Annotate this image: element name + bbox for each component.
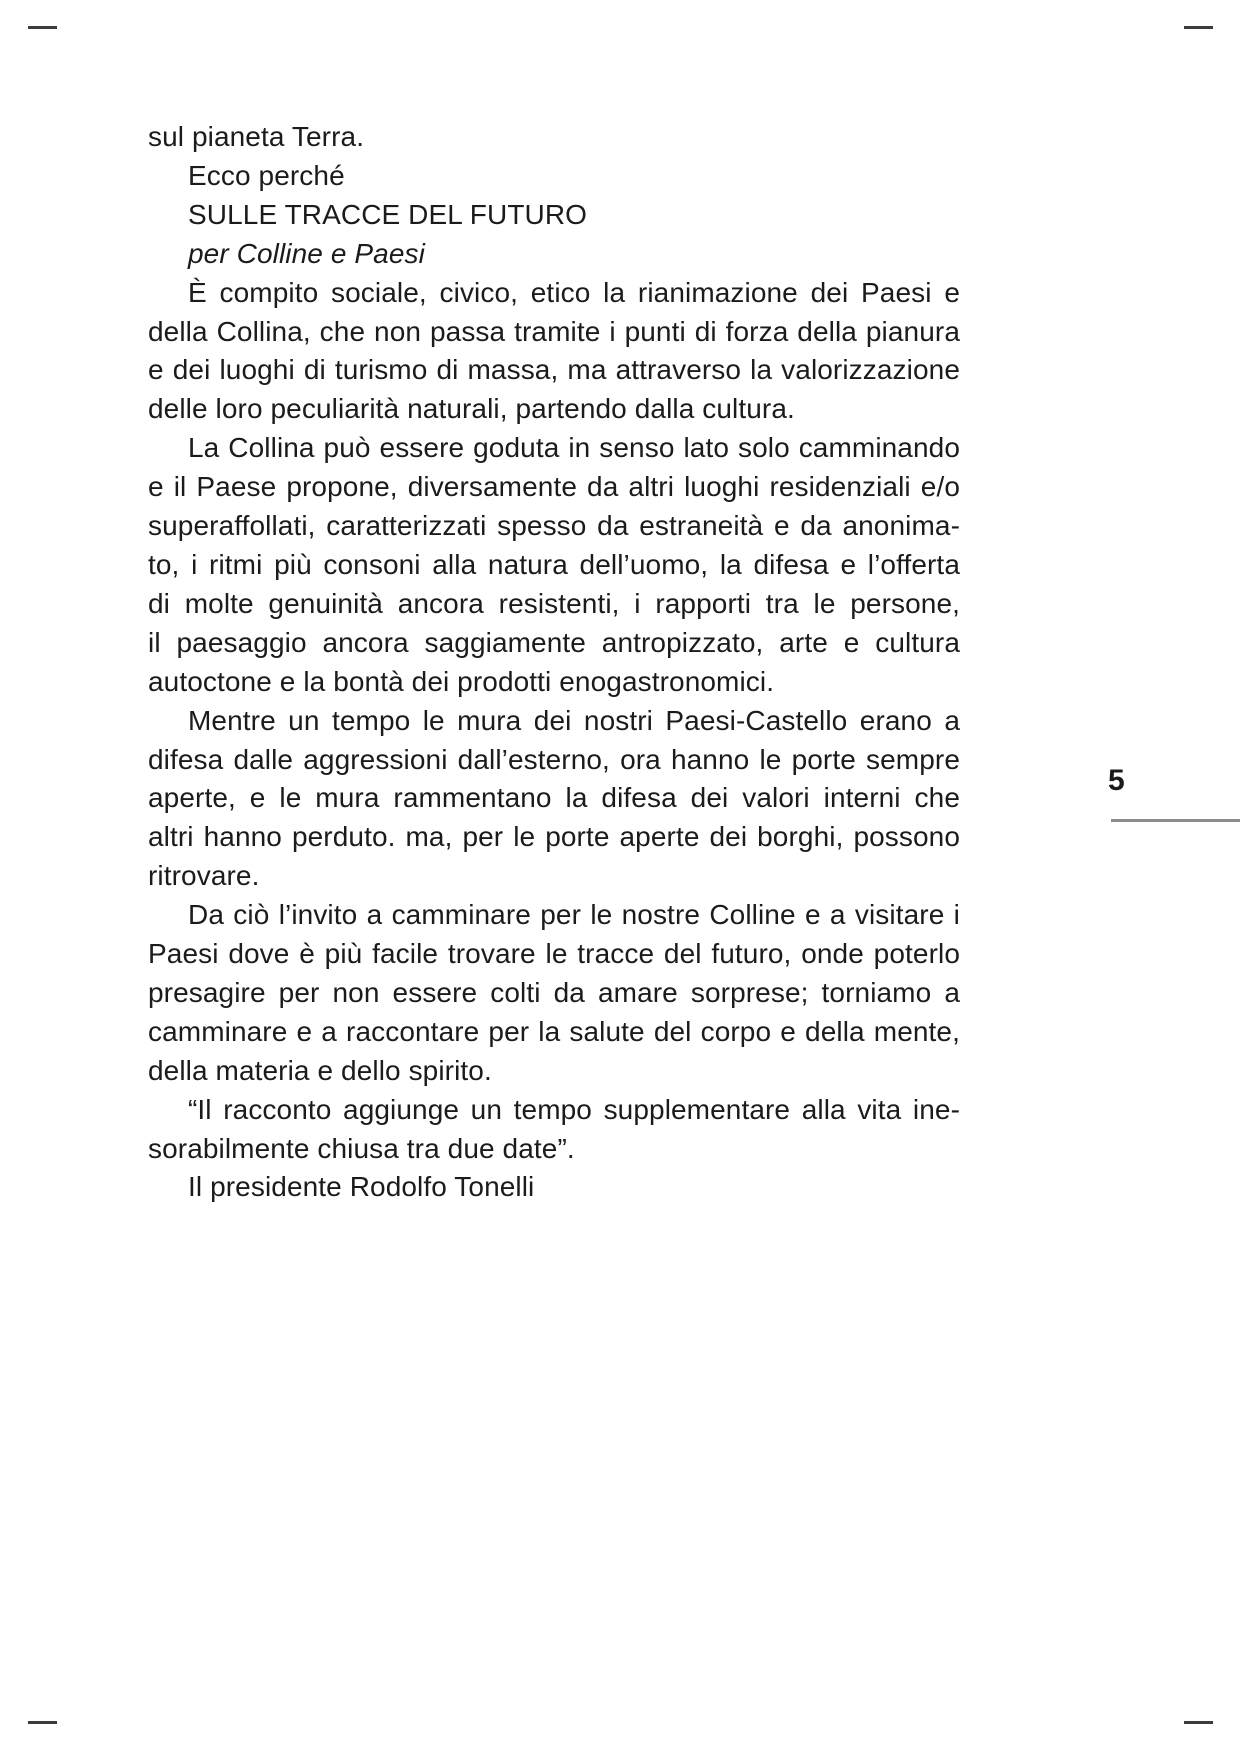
text-line: Il presidente Rodolfo Tonelli: [188, 1171, 535, 1203]
text-line: per Colline e Paesi: [188, 237, 425, 269]
text-line: SULLE TRACCE DEL FUTURO: [188, 198, 588, 230]
text-line: della materia e dello spirito.: [148, 1054, 492, 1086]
crop-mark-bottom-right: [1184, 1721, 1213, 1724]
text-line: e dei luoghi di turismo di massa, ma attraverso la valorizzazione: [148, 354, 960, 386]
text-line: camminare e a raccontare per la salute del corpo e della mente,: [148, 1015, 960, 1047]
text-line: aperte, e le mura rammentano la difesa dei valori interni che: [148, 782, 960, 814]
text-line: sul pianeta Terra.: [148, 121, 365, 152]
text-line: La Collina può essere goduta in senso lato solo camminando: [188, 432, 960, 464]
text-line: della Collina, che non passa tramite i punti di forza della pianura: [148, 315, 960, 347]
page-number-rule: [1111, 819, 1240, 822]
text-line: altri hanno perduto. ma, per le porte aperte dei borghi, possono: [148, 821, 960, 853]
body-text: [148, 118, 960, 1207]
text-line: sorabilmente chiusa tra due date”.: [148, 1132, 575, 1164]
text-line: to, i ritmi più consoni alla natura dell’uomo, la difesa e l’offerta: [148, 548, 960, 580]
crop-mark-top-right: [1184, 26, 1213, 29]
text-line: Ecco perché: [188, 159, 345, 191]
text-line: Mentre un tempo le mura dei nostri Paesi-Castello erano a: [188, 704, 960, 736]
text-line: di molte genuinità ancora resistenti, i rapporti tra le persone,: [148, 587, 960, 619]
text-line: “Il racconto aggiunge un tempo supplementare alla vita ine-: [188, 1093, 960, 1125]
crop-mark-top-left: [28, 26, 57, 29]
text-line: È compito sociale, civico, etico la rianimazione dei Paesi e: [188, 276, 960, 308]
text-line: il paesaggio ancora saggiamente antropizzato, arte e cultura: [148, 626, 960, 658]
text-line: Da ciò l’invito a camminare per le nostre Colline e a visitare i: [188, 899, 960, 931]
page-number: 5: [1108, 764, 1125, 797]
text-line: delle loro peculiarità naturali, partendo dalla cultura.: [148, 393, 795, 425]
text-line: e il Paese propone, diversamente da altri luoghi residenziali e/o: [148, 471, 960, 503]
text-line: difesa dalle aggressioni dall’esterno, ora hanno le porte sempre: [148, 743, 960, 775]
text-line: autoctone e la bontà dei prodotti enogastronomici.: [148, 665, 775, 697]
crop-mark-bottom-left: [28, 1721, 57, 1724]
text-line: Paesi dove è più facile trovare le tracce del futuro, onde poterlo: [148, 938, 960, 970]
text-line: presagire per non essere colti da amare sorprese; torniamo a: [148, 976, 960, 1008]
text-line: superaffollati, caratterizzati spesso da estraneità e da anonima-: [148, 510, 960, 542]
text-line: ritrovare.: [148, 860, 260, 892]
